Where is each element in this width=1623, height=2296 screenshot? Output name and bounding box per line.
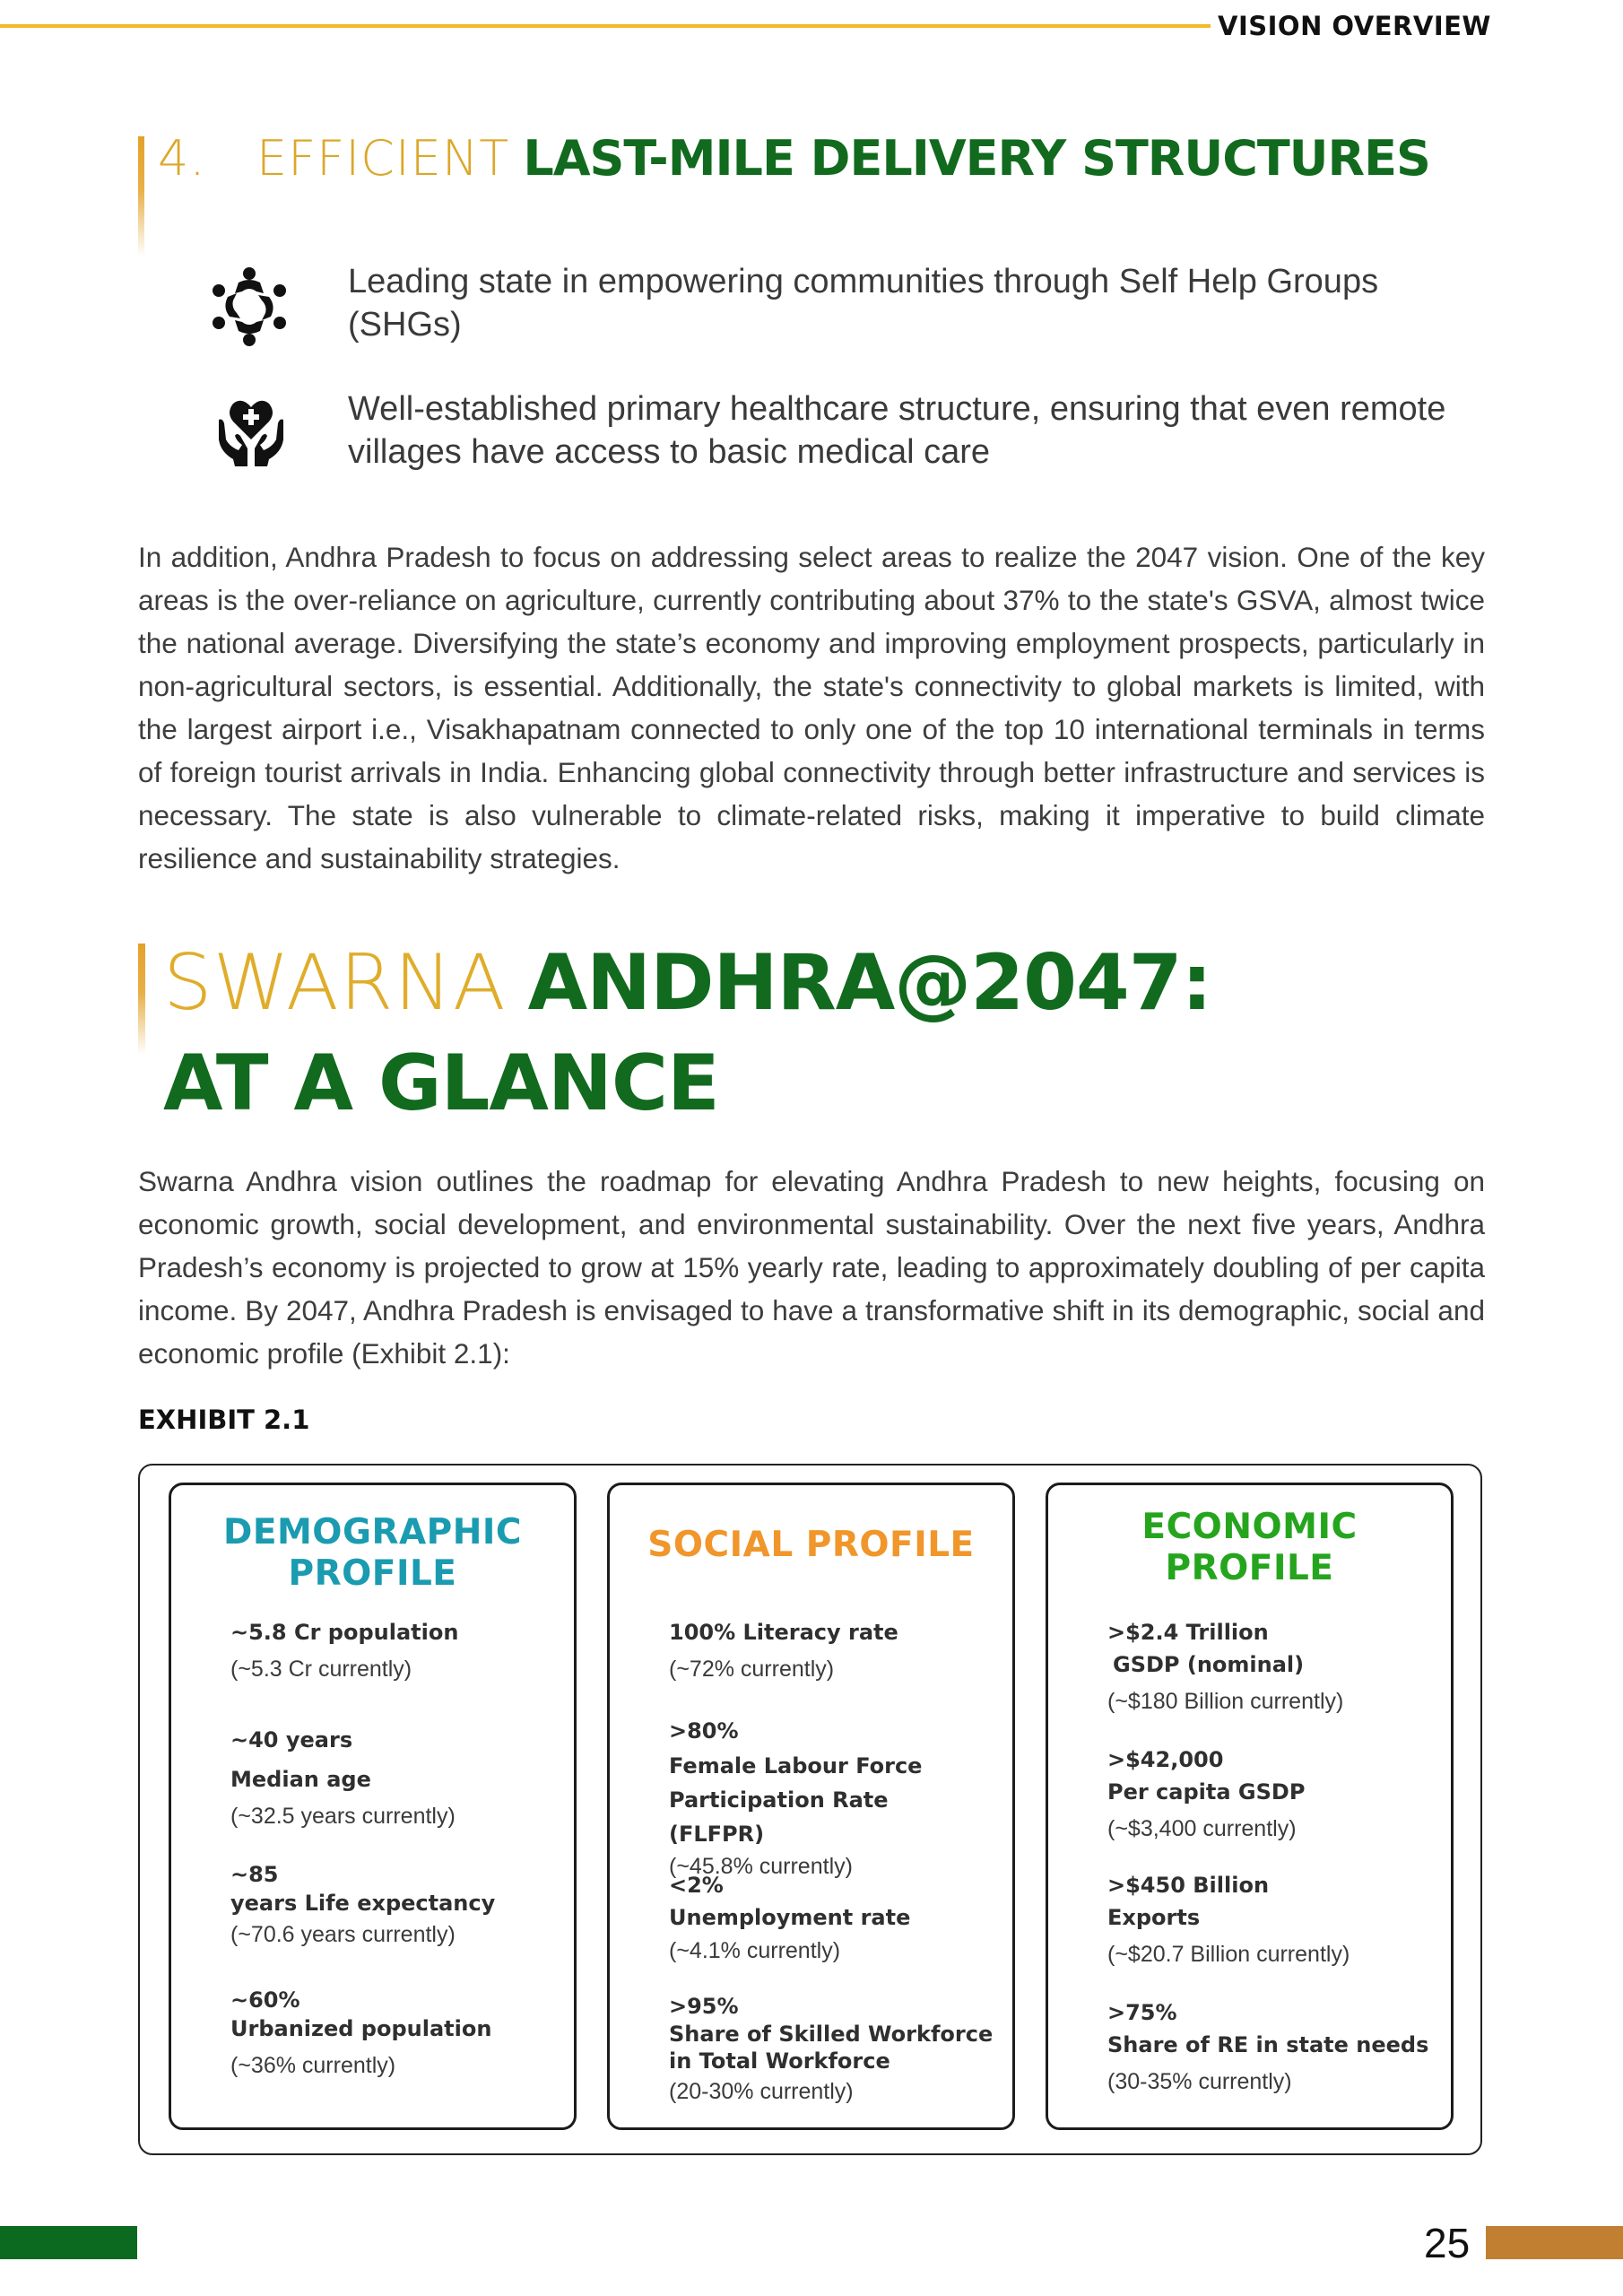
metric-label: Share of Skilled Workforce in Total Workforce [669,2022,994,2074]
exhibit-label: EXHIBIT 2.1 [138,1405,310,1435]
metric-target: ~60% [230,1987,300,2013]
header-rule [0,24,1211,28]
metric-current: (~45.8% currently) [669,1854,853,1879]
metric-target: <2% [669,1873,724,1898]
card-title [171,1512,574,1595]
metric-flfpr [669,1717,976,1882]
metric-current: (~36% currently) [230,2053,396,2078]
metric-label: Per capita GSDP [1107,1779,1306,1805]
card-title [1048,1507,1451,1589]
bullet-item-healthcare [348,387,1491,474]
running-header: VISION OVERVIEW [1218,11,1491,41]
section-title-bold: LAST-MILE DELIVERY STRUCTURES [523,130,1430,187]
community-circle-icon [212,266,287,347]
metric-current: (~32.5 years currently) [230,1804,456,1829]
footer-orange-bar [1486,2226,1623,2259]
metric-current: (~4.1% currently) [669,1938,841,1963]
section-number: 4. [158,130,206,187]
metric-unemployment [669,1871,1003,1966]
glance-title-bold: ANDHRA@2047: [527,938,1211,1028]
card-title-line: DEMOGRAPHIC [222,1512,523,1552]
bullet-item-shg [348,260,1491,346]
card-title-line: ECONOMIC [1141,1507,1358,1547]
heading-accent-bar [138,136,144,257]
metric-urbanization [230,1986,565,2081]
metric-skilled-workforce [669,1992,994,2107]
metric-label: years Life expectancy [230,1891,496,1916]
card-title-line: PROFILE [288,1553,457,1594]
metric-target: ~5.8 Cr population [230,1620,459,1645]
metric-current: (20-30% currently) [669,2079,854,2104]
bullet-line: villages have access to basic medical care [348,433,991,471]
metric-current: (30-35% currently) [1107,2069,1292,2094]
card-social-profile [607,1483,1015,2130]
metric-target: >$2.4 Trillion [1107,1620,1269,1645]
bullet-line: Well-established primary healthcare structure, ensuring that even remote [348,390,1446,428]
metric-target: >$450 Billion [1107,1873,1270,1898]
glance-title-light: SWARNA [163,938,507,1028]
section-title-light: EFFICIENT [256,130,510,187]
metric-current: (~72% currently) [669,1657,835,1682]
metric-target: >80% [669,1718,739,1744]
metric-target: 100% Literacy rate [669,1620,898,1645]
metric-current: (~5.3 Cr currently) [230,1657,412,1682]
card-demographic-profile [169,1483,577,2130]
card-title-line: SOCIAL PROFILE [647,1525,975,1565]
metric-current: (~$180 Billion currently) [1107,1689,1344,1714]
heading-accent-bar [138,944,145,1055]
metric-label: Female Labour Force Participation Rate (FLFPR) [669,1753,923,1847]
glance-title-bold-line2: AT A GLANCE [163,1039,719,1128]
healthcare-hands-heart-icon [215,395,291,475]
metric-current: (~$20.7 Billion currently) [1107,1942,1350,1967]
metric-label: Urbanized population [230,2016,492,2041]
metric-label: Unemployment rate [669,1905,911,1930]
metric-current: (~70.6 years currently) [230,1922,456,1947]
metric-target: ~40 years [230,1727,353,1752]
metric-gsdp [1107,1618,1442,1717]
metric-exports [1107,1871,1442,1970]
card-title [610,1525,1012,1566]
metric-current: (~$3,400 currently) [1107,1816,1297,1841]
page-number: 25 [1424,2220,1471,2266]
footer-green-bar [0,2226,137,2259]
body-paragraph-vision: Swarna Andhra vision outlines the roadmap for elevating Andhra Pradesh to new heights, focusing on economic growth, social development, and environmental sustainability. Over the next five years, Andhra Pradesh’s economy is projected to grow at 15% yearly rate, leading to approximately doubling of per capita income. By 2047, Andhra Pradesh is envisaged to have a transformative shift in its demographic, social and economic profile (Exhibit 2.1): [138,1165,1485,1370]
metric-target: >$42,000 [1107,1747,1224,1772]
metric-label: GSDP (nominal) [1113,1652,1305,1677]
metric-median-age [230,1726,565,1831]
section-heading [158,130,1430,187]
metric-target: >95% [669,1994,739,2019]
card-title-line: PROFILE [1165,1548,1334,1588]
metric-renewable-energy [1107,1998,1442,2097]
metric-population [230,1618,565,1684]
metric-literacy [669,1618,1003,1684]
metric-per-capita [1107,1745,1442,1844]
metric-label: Share of RE in state needs [1107,2032,1429,2057]
metric-label: Exports [1107,1905,1201,1930]
glance-heading [163,933,1211,1134]
bullet-line: Leading state in empowering communities through Self Help Groups [348,263,1379,300]
metric-life-expectancy [230,1860,565,1950]
metric-target: ~85 [230,1862,279,1887]
card-economic-profile [1046,1483,1454,2130]
metric-target: >75% [1107,2000,1177,2025]
metric-label: Median age [230,1767,371,1792]
bullet-line: (SHGs) [348,306,462,344]
body-paragraph-focus-areas: In addition, Andhra Pradesh to focus on addressing select areas to realize the 2047 vision. One of the key areas is the over-reliance on agriculture, currently contributing about 37% to the state's GSVA, almost twice the national average. Diversifying the state’s economy and improving employment prospects, particularly in non-agricultural sectors, is essential. Additionally, the state's connectivity to global markets is limited, with the largest airport i.e., Visakhapatnam connected to only one of the top 10 international terminals in terms of foreign tourist arrivals in India. Enhancing global connectivity through better infrastructure and services is necessary. The state is also vulnerable to climate-related risks, making it imperative to build climate resilience and sustainability strategies. [138,541,1485,874]
